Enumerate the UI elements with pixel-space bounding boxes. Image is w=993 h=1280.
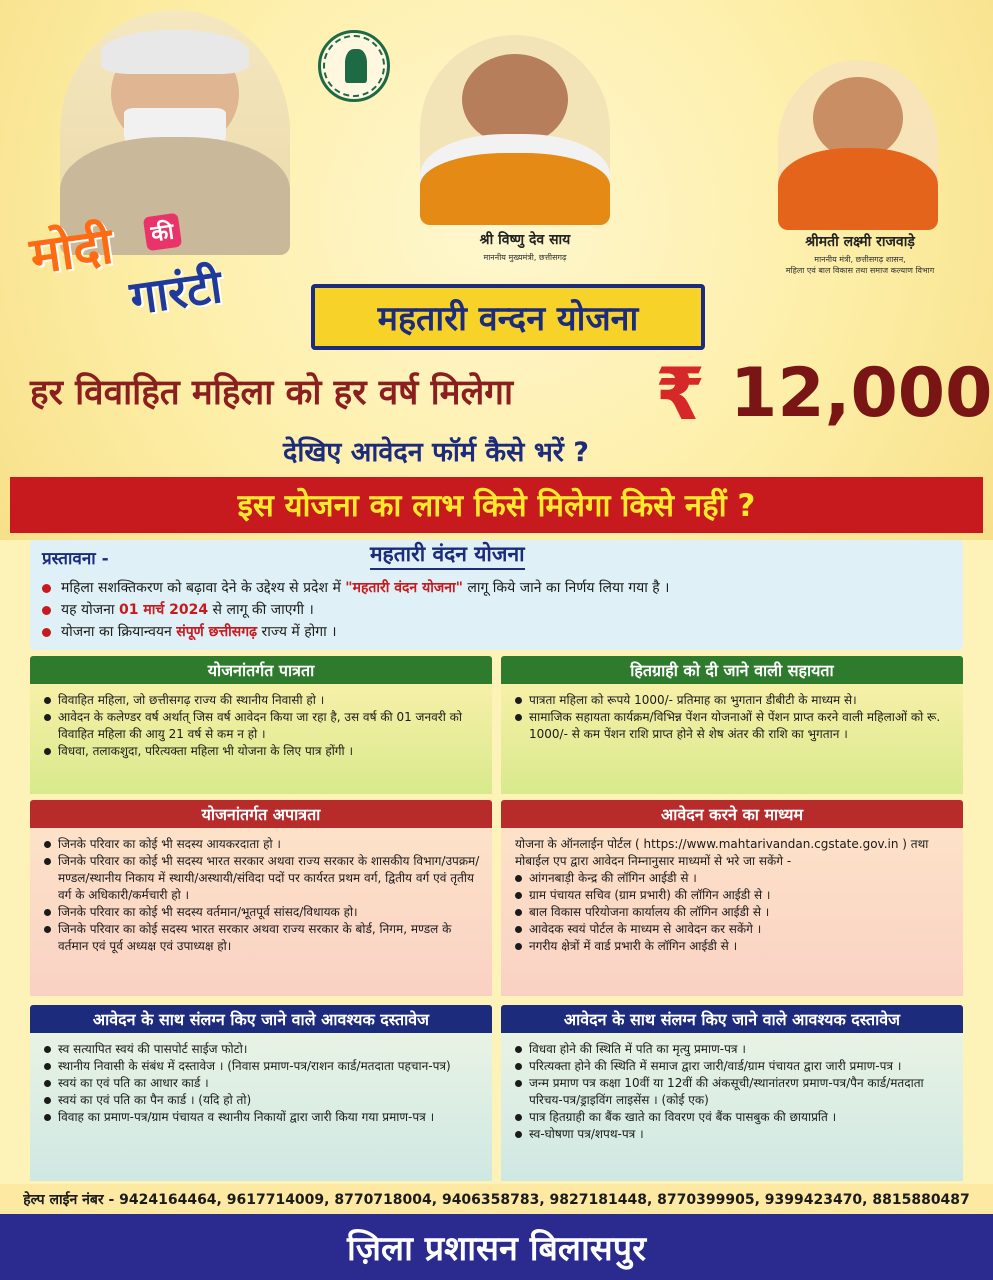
list-item: विवाह का प्रमाण-पत्र/ग्राम पंचायत व स्थानीय निकायों द्वारा जारी किया गया प्रमाण-पत्र । [44,1109,482,1126]
intro-item: यह योजना 01 मार्च 2024 से लागू की जाएगी । [42,600,314,619]
cm-photo [420,35,610,225]
modi-guarantee-logo [20,215,310,335]
headline: हर विवाहित महिला को हर वर्ष मिलेगा [30,373,514,413]
list-item: जन्म प्रमाण पत्र कक्षा 10वीं या 12वीं की अंकसूची/स्थानांतरण प्रमाण-पत्र/पैन कार्ड/मतदाता परिचय-पत्र/ड्राइविंग लाइसेंस । (कोई एक) [515,1075,953,1109]
scheme-title: महतारी वन्दन योजना [311,284,705,350]
documents-left-title: आवेदन के साथ संलग्न किए जाने वाले आवश्यक दस्तावेज [30,1005,492,1033]
application-medium-panel [501,800,963,996]
assistance-panel [501,656,963,794]
list-item: पात्र हितग्राही का बैंक खाते का विवरण एवं बैंक पासबुक की छायाप्रति । [515,1109,953,1126]
list-item: जिनके परिवार का कोई भी सदस्य भारत सरकार अथवा राज्य सरकार के शासकीय विभाग/उपक्रम/मण्डल/स्थानीय निकाय में स्थायी/अस्थायी/संविदा पदों पर कार्यरत प्रथम वर्ग, द्वितीय वर्ग एवं तृतीय वर्ग के अधिकारी/कर्मचारी हो । [44,853,482,904]
list-item: बाल विकास परियोजना कार्यालय की लॉगिन आईडी से । [515,904,953,921]
cm-name: श्री विष्णु देव साय [479,232,571,248]
rupee-icon: ₹ [655,352,706,436]
minister-photo [778,60,938,230]
list-item: स्व-घोषणा पत्र/शपथ-पत्र । [515,1126,953,1143]
amount: 12,000 [730,354,993,433]
eligibility-banner: इस योजना का लाभ किसे मिलेगा किसे नहीं ? [10,477,983,533]
list-item: ग्राम पंचायत सचिव (ग्राम प्रभारी) की लॉगिन आईडी से । [515,887,953,904]
list-item: परित्यक्ता होने की स्थिति में समाज द्वारा जारी/वार्ड/ग्राम पंचायत द्वारा जारी प्रमाण-पत्र । [515,1058,953,1075]
documents-right-panel [501,1005,963,1181]
list-item: विवाहित महिला, जो छत्तीसगढ़ राज्य की स्थानीय निवासी हो । [44,692,482,709]
cm-role: माननीय मुख्यमंत्री, छत्तीसगढ़ [483,253,567,262]
intro-title: महतारी वंदन योजना [370,540,525,570]
minister-role-1: माननीय मंत्री, छत्तीसगढ़ शासन, [814,255,906,264]
documents-right-title: आवेदन के साथ संलग्न किए जाने वाले आवश्यक दस्तावेज [501,1005,963,1033]
intro-section [30,540,963,650]
list-item: विधवा होने की स्थिति में पति का मृत्यु प्रमाण-पत्र । [515,1041,953,1058]
application-medium-title: आवेदन करने का माध्यम [501,800,963,828]
list-item: स्थानीय निवासी के संबंध में दस्तावेज । (निवास प्रमाण-पत्र/राशन कार्ड/मतदाता पहचान-पत्र) [44,1058,482,1075]
intro-item: योजना का क्रियान्वयन संपूर्ण छत्तीसगढ़ राज्य में होगा । [42,622,337,641]
list-item: विधवा, तलाकशुदा, परित्यक्ता महिला भी योजना के लिए पात्र होंगी । [44,743,482,760]
application-medium-intro: योजना के ऑनलाईन पोर्टल ( https://www.mahtarivandan.cgstate.gov.in ) तथा मोबाईल एप द्वारा आवेदन निम्नानुसार माध्यमों से भरे जा सकेंगे - [515,837,929,868]
eligibility-title: योजनांतर्गत पात्रता [30,656,492,684]
minister-role-2: महिला एवं बाल विकास तथा समाज कल्याण विभाग [785,266,935,275]
eligibility-panel [30,656,492,794]
assistance-title: हितग्राही को दी जाने वाली सहायता [501,656,963,684]
footer-district-admin: ज़िला प्रशासन बिलासपुर [0,1214,993,1280]
list-item: आवेदक स्वयं पोर्टल के माध्यम से आवेदन कर सकेंगे । [515,921,953,938]
list-item: जिनके परिवार का कोई भी सदस्य आयकरदाता हो । [44,836,482,853]
cg-govt-emblem-icon [318,30,390,102]
list-item: स्वयं का एवं पति का आधार कार्ड । [44,1075,482,1092]
list-item: पात्रता महिला को रूपये 1000/- प्रतिमाह का भुगतान डीबीटी के माध्यम से। [515,692,953,709]
guarantee-line1: मोदी [26,216,117,286]
howto-text: देखिए आवेदन फॉर्म कैसे भरें ? [283,437,589,468]
list-item: नगरीय क्षेत्रों में वार्ड प्रभारी के लॉगिन आईडी से । [515,938,953,955]
guarantee-ki: की [143,213,182,251]
list-item: सामाजिक सहायता कार्यक्रम/विभिन्न पेंशन योजनाओं से पेंशन प्राप्त करने वाली महिलाओं को रू. 1000/- से कम पेंशन राशि प्राप्त होने से शेष अंतर की राशि का भुगतान । [515,709,953,743]
documents-left-panel [30,1005,492,1181]
list-item: आंगनबाड़ी केन्द्र की लॉगिन आईडी से । [515,870,953,887]
intro-label: प्रस्तावना - [42,549,109,569]
helpline-numbers: हेल्प लाईन नंबर - 9424164464, 9617714009, 8770718004, 9406358783, 9827181448, 8770399905, 9399423470, 8815880487 [0,1184,993,1214]
list-item: जिनके परिवार का कोई भी सदस्य वर्तमान/भूतपूर्व सांसद/विधायक हो। [44,904,482,921]
minister-name: श्रीमती लक्ष्मी राजवाड़े [805,234,915,250]
ineligibility-title: योजनांतर्गत अपात्रता [30,800,492,828]
list-item: जिनके परिवार का कोई सदस्य भारत सरकार अथवा राज्य सरकार के बोर्ड, निगम, मण्डल के वर्तमान एवं पूर्व अध्यक्ष एवं उपाध्यक्ष हो। [44,921,482,955]
ineligibility-panel [30,800,492,996]
list-item: स्व सत्यापित स्वयं की पासपोर्ट साईज फोटो। [44,1041,482,1058]
guarantee-line2: गारंटी [126,258,226,326]
list-item: आवेदन के कलेण्डर वर्ष अर्थात् जिस वर्ष आवेदन किया जा रहा है, उस वर्ष की 01 जनवरी को विवाहित महिला की आयु 21 वर्ष से कम न हो । [44,709,482,743]
intro-item: महिला सशक्तिकरण को बढ़ावा देने के उद्देश्य से प्रदेश में "महतारी वंदन योजना" लागू किये जाने का निर्णय लिया गया है । [42,578,670,597]
list-item: स्वयं का एवं पति का पैन कार्ड । (यदि हो तो) [44,1092,482,1109]
